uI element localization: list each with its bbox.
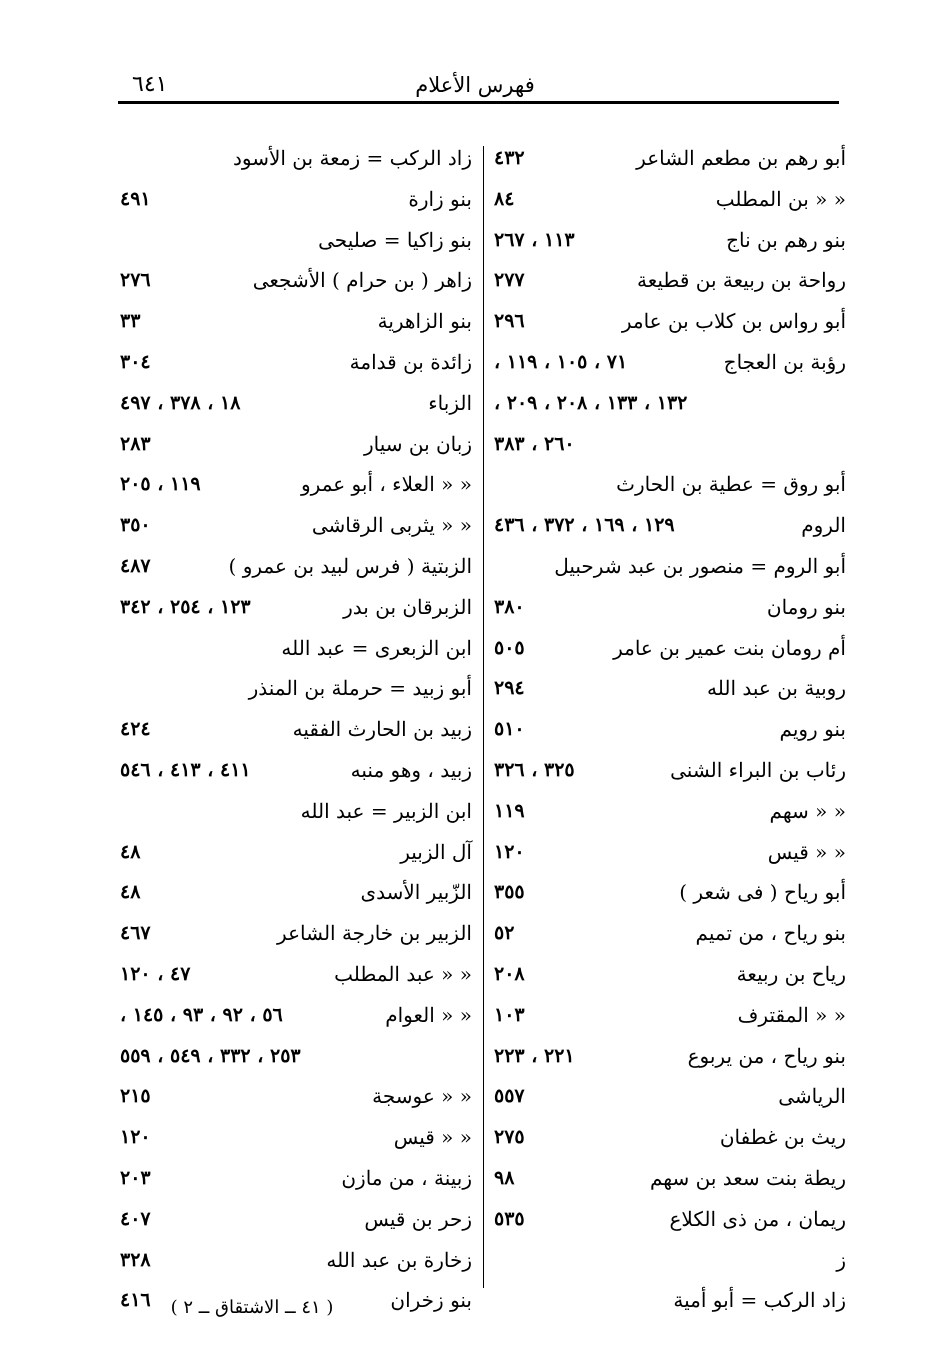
entry-name: بنو رويم [779,717,846,742]
entry-pages: ٢٩٦ [494,310,525,333]
entry-pages: ٥٢ [494,922,515,945]
entry-pages: ٢٠٨ [494,962,525,985]
entry-name: ابن الزبير = عبد الله [300,798,472,823]
index-entry [494,1158,846,1199]
entry-name: الروم [801,513,846,538]
entry-name: ز [836,1247,846,1272]
entry-pages: ١٢٠ [494,840,525,863]
column-divider [483,146,484,1288]
entry-name: الزبرقان بن بدر [343,594,472,619]
entry-pages: ٤٩١ [120,187,151,210]
entry-pages: ٤١١ ، ٤١٣ ، ٥٤٦ [120,758,251,781]
entry-name: زبيد ، وهو منبه [350,757,472,782]
index-entry [494,628,846,669]
index-entry [494,342,846,383]
entry-pages: ٢٨٣ [120,432,151,455]
index-entry [120,1036,472,1077]
index-entry [120,546,472,587]
index-entry [120,872,472,913]
entry-name: بنو زارة [408,186,472,211]
entry-pages: ١٨ ، ٣٧٨ ، ٤٩٧ [120,391,241,414]
entry-pages: ٤٧ ، ١٢٠ [120,962,191,985]
index-entry [494,1240,846,1281]
page-number: ٦٤١ [132,72,168,97]
index-entry [494,1199,846,1240]
entry-name: ريث بن غطفان [719,1125,846,1150]
entry-name: « « العوام [385,1002,472,1027]
entry-pages: ١١٩ [494,799,525,822]
entry-name: « « قيس [767,839,846,864]
entry-pages: ٥٣٥ [494,1207,525,1230]
entry-pages: ٣٢٨ [120,1248,151,1271]
index-entry [120,1076,472,1117]
index-entry [120,424,472,465]
index-entry [494,709,846,750]
entry-name: زبينة ، من مازن [341,1165,472,1190]
entry-pages: ٢٥٣ ، ٣٣٢ ، ٥٤٩ ، ٥٥٩ [120,1044,301,1067]
index-entry [494,995,846,1036]
entry-name: ابن الزبعرى = عبد الله [281,635,472,660]
entry-name: « « يثربى الرقاشى [311,513,472,538]
index-entry [494,260,846,301]
entry-name: زاهر ( بن حرام ) الأشجعى [252,268,472,293]
index-entry [494,424,846,465]
entry-name: زائدة بن قدامة [349,349,472,374]
index-entry [120,628,472,669]
entry-name: زبان بن سيار [363,431,472,456]
entry-name: آل الزبير [400,839,472,864]
entry-name: أبو زبيد = حرملة بن المنذر [248,676,472,701]
entry-pages: ٢١٥ [120,1085,151,1108]
entry-name: « « قيس [393,1125,472,1150]
index-entry [494,138,846,179]
page-title: فهرس الأعلام [415,73,535,97]
index-entry [120,750,472,791]
entry-pages: ٤٠٧ [120,1207,151,1230]
index-entry [120,791,472,832]
entry-name: « « عبد المطلب [334,961,472,986]
index-entry [120,301,472,342]
entry-pages: ٤٨ [120,840,141,863]
index-entry [120,1158,472,1199]
index-entry [494,954,846,995]
entry-pages: ٤٦٧ [120,922,151,945]
entry-pages: ٩٨ [494,1166,515,1189]
index-entry [494,750,846,791]
entry-name: زبيد بن الحارث الفقيه [292,717,472,742]
index-entry [494,301,846,342]
index-entry [494,913,846,954]
entry-pages: ٢٧٧ [494,269,525,292]
entry-name: أبو رياح ( فى شعر ) [679,880,846,905]
entry-name: رواحة بن ربيعة بن قطيعة [637,268,846,293]
entry-name: « « عوسجة [372,1084,472,1109]
entry-name: بنو رياح ، من يربوع [687,1043,846,1068]
entry-name: روبية بن عبد الله [707,676,846,701]
entry-pages: ١٢٩ ، ١٦٩ ، ٣٧٢ ، ٤٣٦ [494,514,675,537]
header-rule [118,101,839,104]
entry-name: بنو رهم بن ناج [726,227,846,252]
entry-name: بنو رومان [766,594,846,619]
index-entry [120,220,472,261]
index-entry [494,546,846,587]
index-entry [494,220,846,261]
entry-name: الزبير بن خارجة الشاعر [277,921,472,946]
entry-name: « « المقترف [737,1002,846,1027]
entry-name: أبو رواس بن كلاب بن عامر [621,309,846,334]
entry-name: بنو زاكيا = صليحى [318,227,472,252]
index-entry [120,913,472,954]
entry-name: الرياشى [778,1084,846,1109]
entry-pages: ٤٨ [120,881,141,904]
entry-pages: ٣٥٠ [120,514,151,537]
entry-pages: ٢٧٥ [494,1126,525,1149]
index-entry [120,587,472,628]
entry-name: زخارة بن عبد الله [326,1247,472,1272]
entry-name: بنو الزاهرية [377,309,472,334]
index-entry [494,1280,846,1321]
entry-pages: ٥١٠ [494,718,525,741]
entry-name: زحر بن قيس [364,1206,472,1231]
index-entry [120,709,472,750]
index-entry [494,872,846,913]
entry-name: أبو الروم = منصور بن عبد شرحبيل [554,553,846,578]
entry-pages: ٢٧٦ [120,269,151,292]
index-entry [120,505,472,546]
entry-pages: ٢٠٣ [120,1166,151,1189]
index-column-right [494,138,846,1321]
entry-pages: ٣٣ [120,310,141,333]
index-column-left [120,138,472,1321]
entry-name: الزبتية ( فرس لبيد بن عمرو ) [228,553,472,578]
index-entry [120,464,472,505]
entry-pages: ١٣٢ ، ١٣٣ ، ٢٠٨ ، ٢٠٩ ، [494,391,688,414]
index-entry [494,832,846,873]
entry-pages: ٥٥٧ [494,1085,525,1108]
index-entry [120,832,472,873]
index-entry [120,668,472,709]
entry-name: أبو رهم بن مطعم الشاعر [636,146,846,170]
entry-pages: ٢٢١ ، ٢٢٣ [494,1044,575,1067]
entry-pages: ٤١٦ [120,1289,151,1312]
entry-name: ريطة بنت سعد بن سهم [649,1165,846,1190]
entry-name: « « بن المطلب [715,186,846,211]
index-entry [494,1117,846,1158]
index-entry [494,505,846,546]
entry-pages: ٥٦ ، ٩٢ ، ٩٣ ، ١٤٥ ، [120,1003,283,1026]
entry-pages: ٣٨٠ [494,595,525,618]
entry-name: « « سهم [769,798,846,823]
entry-name: زاد الركب = أبو أمية [673,1288,846,1313]
entry-name: الزباء [428,390,472,415]
index-entry [120,954,472,995]
index-entry [120,1240,472,1281]
entry-pages: ٤٣٢ [494,147,525,169]
entry-pages: ٣٢٥ ، ٣٢٦ [494,758,575,781]
index-entry [494,464,846,505]
entry-name: بنو زخران [390,1288,472,1313]
entry-pages: ٣٥٥ [494,881,525,904]
entry-name: الزّبير الأسدى [360,880,472,905]
entry-pages: ١١٩ ، ٢٠٥ [120,473,201,496]
entry-pages: ٥٠٥ [494,636,525,659]
index-entry [494,1036,846,1077]
entry-pages: ٧١ ، ١٠٥ ، ١١٩ ، [494,350,628,373]
entry-name: رياح بن ربيعة [736,961,846,986]
index-entry [494,179,846,220]
entry-name: رؤبة بن العجاج [723,349,846,374]
entry-pages: ٣٠٤ [120,350,151,373]
index-entry [494,791,846,832]
index-entry [120,995,472,1036]
entry-name: زاد الركب = زمعة بن الأسود [232,146,472,170]
entry-pages: ٨٤ [494,187,515,210]
entry-pages: ١١٣ ، ٢٦٧ [494,228,575,251]
page-footer: ( ٤١ ــ الاشتقاق ــ ٢ ) [170,1297,334,1318]
entry-pages: ١٢٣ ، ٢٥٤ ، ٣٤٢ [120,595,251,618]
entry-name: ريمان ، من ذى الكلاع [669,1206,846,1231]
index-entry [494,383,846,424]
index-entry [120,260,472,301]
index-entry [120,342,472,383]
index-entry [120,138,472,179]
index-entry [120,1199,472,1240]
index-entry [494,587,846,628]
entry-pages: ٤٢٤ [120,718,151,741]
index-entry [494,1076,846,1117]
entry-name: رئاب بن البراء الشنى [670,757,846,782]
entry-pages: ١٠٣ [494,1003,525,1026]
entry-pages: ٢٩٤ [494,677,525,700]
entry-pages: ٤٨٧ [120,554,151,577]
entry-name: بنو رياح ، من تميم [695,921,846,946]
entry-name: أم رومان بنت عمير بن عامر [613,635,846,660]
entry-name: أبو روق = عطية بن الحارث [616,472,846,497]
index-entry [120,383,472,424]
index-entry [120,179,472,220]
entry-name: « « العلاء ، أبو عمرو [301,472,472,497]
entry-pages: ١٢٠ [120,1126,151,1149]
index-entry [120,1117,472,1158]
index-entry [494,668,846,709]
entry-pages: ٢٦٠ ، ٣٨٣ [494,432,575,455]
